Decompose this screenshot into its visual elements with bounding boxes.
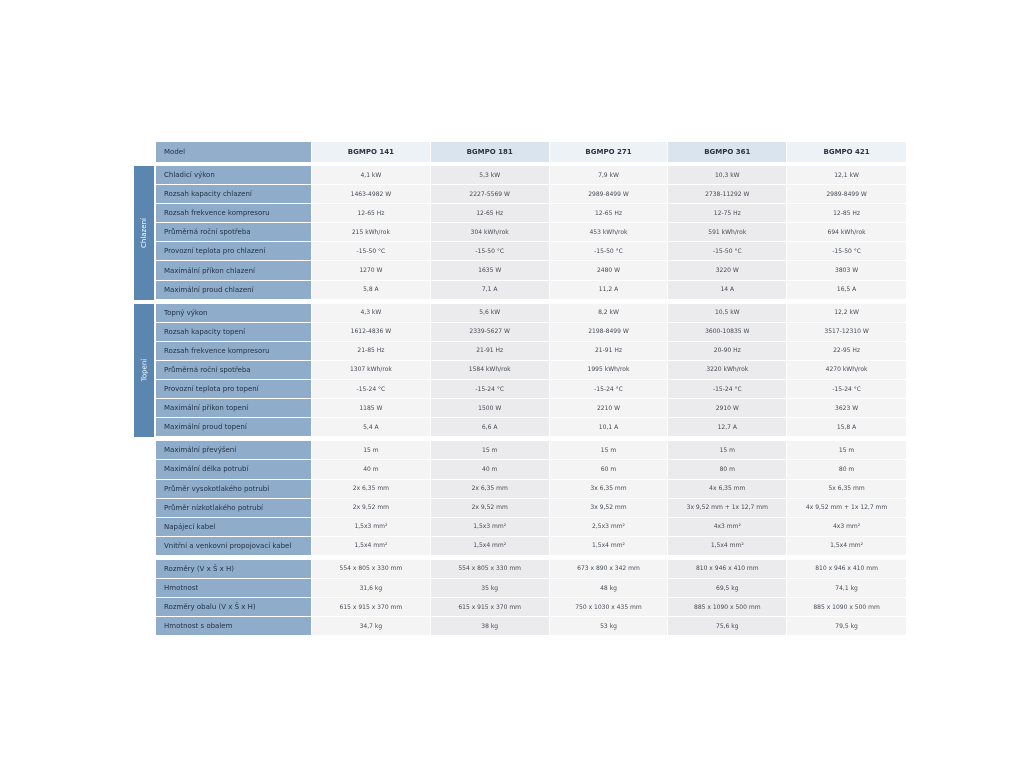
table-cell: 2227-5569 W	[431, 185, 550, 203]
model-name: BGMPO 181	[431, 142, 550, 162]
table-cell: 2198-8499 W	[550, 323, 669, 341]
row-label: Maximální příkon chlazení	[156, 261, 312, 279]
table-cell: 4,1 kW	[312, 166, 431, 184]
table-cell: 40 m	[312, 460, 431, 478]
table-cell: 60 m	[550, 460, 669, 478]
header-group	[134, 142, 908, 164]
table-cell: 80 m	[668, 460, 787, 478]
table-cell: 2x 6,35 mm	[431, 480, 550, 498]
table-cell: 15 m	[550, 441, 669, 459]
row-label: Maximální proud topení	[156, 418, 312, 436]
table-cell: -15-50 °C	[550, 242, 669, 260]
table-row	[156, 560, 908, 579]
table-cell: 12,7 A	[668, 418, 787, 436]
table-row	[156, 617, 908, 636]
row-label: Maximální proud chlazení	[156, 281, 312, 299]
table-cell: 20-90 Hz	[668, 342, 787, 360]
row-label: Maximální délka potrubí	[156, 460, 312, 478]
spec-group	[134, 560, 908, 636]
table-cell: 1,5x4 mm²	[312, 537, 431, 555]
table-cell: 8,2 kW	[550, 304, 669, 322]
table-cell: 4270 kWh/rok	[787, 361, 906, 379]
table-cell: 1,5x4 mm²	[550, 537, 669, 555]
table-cell: 38 kg	[431, 617, 550, 635]
table-cell: 1,5x3 mm²	[312, 518, 431, 536]
table-cell: 3600-10835 W	[668, 323, 787, 341]
table-cell: 885 x 1090 x 500 mm	[668, 598, 787, 616]
table-cell: 615 x 915 x 370 mm	[431, 598, 550, 616]
table-row	[156, 361, 908, 380]
table-cell: -15-24 °C	[668, 380, 787, 398]
table-cell: 2738-11292 W	[668, 185, 787, 203]
table-row	[156, 598, 908, 617]
table-cell: -15-50 °C	[787, 242, 906, 260]
row-label: Hmotnost	[156, 579, 312, 597]
table-cell: 74,1 kg	[787, 579, 906, 597]
table-cell: 750 x 1030 x 435 mm	[550, 598, 669, 616]
table-cell: 5x 6,35 mm	[787, 480, 906, 498]
row-label: Vnitřní a venkovní propojovací kabel	[156, 537, 312, 555]
table-cell: 21-91 Hz	[431, 342, 550, 360]
table-cell: 1,5x4 mm²	[668, 537, 787, 555]
model-name: BGMPO 361	[668, 142, 787, 162]
table-cell: 1463-4982 W	[312, 185, 431, 203]
table-cell: 3x 9,52 mm	[550, 499, 669, 517]
table-cell: 2x 9,52 mm	[312, 499, 431, 517]
table-cell: 12,2 kW	[787, 304, 906, 322]
table-cell: 79,5 kg	[787, 617, 906, 635]
table-cell: 12-65 Hz	[431, 204, 550, 222]
table-cell: 21-91 Hz	[550, 342, 669, 360]
table-cell: 1,5x3 mm²	[431, 518, 550, 536]
table-cell: -15-24 °C	[312, 380, 431, 398]
table-cell: 2x 6,35 mm	[312, 480, 431, 498]
table-row	[156, 261, 908, 280]
table-cell: 12-85 Hz	[787, 204, 906, 222]
table-cell: 22-95 Hz	[787, 342, 906, 360]
table-row	[156, 166, 908, 185]
table-cell: 7,9 kW	[550, 166, 669, 184]
table-cell: 2,5x3 mm²	[550, 518, 669, 536]
table-cell: 15 m	[312, 441, 431, 459]
table-cell: 5,4 A	[312, 418, 431, 436]
row-label: Rozměry (V x Š x H)	[156, 560, 312, 578]
table-cell: 1270 W	[312, 261, 431, 279]
row-label: Maximální převýšení	[156, 441, 312, 459]
table-cell: 48 kg	[550, 579, 669, 597]
table-cell: 12-65 Hz	[550, 204, 669, 222]
table-cell: 10,3 kW	[668, 166, 787, 184]
table-row	[156, 499, 908, 518]
group-title: Topení	[140, 359, 149, 382]
table-cell: 5,6 kW	[431, 304, 550, 322]
row-label: Napájecí kabel	[156, 518, 312, 536]
table-cell: -15-50 °C	[431, 242, 550, 260]
table-cell: 3x 6,35 mm	[550, 480, 669, 498]
table-row	[156, 342, 908, 361]
table-cell: 31,6 kg	[312, 579, 431, 597]
table-cell: 810 x 946 x 410 mm	[668, 560, 787, 578]
table-cell: 615 x 915 x 370 mm	[312, 598, 431, 616]
table-cell: 810 x 946 x 410 mm	[787, 560, 906, 578]
table-cell: 80 m	[787, 460, 906, 478]
table-cell: 35 kg	[431, 579, 550, 597]
table-cell: 1,5x4 mm²	[787, 537, 906, 555]
table-cell: 4x3 mm²	[787, 518, 906, 536]
table-cell: 2339-5627 W	[431, 323, 550, 341]
row-label: Maximální příkon topení	[156, 399, 312, 417]
table-cell: -15-50 °C	[668, 242, 787, 260]
table-cell: 34,7 kg	[312, 617, 431, 635]
row-label: Rozsah frekvence kompresoru	[156, 204, 312, 222]
table-row	[156, 242, 908, 261]
table-cell: 885 x 1090 x 500 mm	[787, 598, 906, 616]
table-row	[156, 185, 908, 204]
model-name: BGMPO 421	[787, 142, 906, 162]
table-cell: 1635 W	[431, 261, 550, 279]
table-cell: 15 m	[787, 441, 906, 459]
table-cell: 1584 kWh/rok	[431, 361, 550, 379]
model-name: BGMPO 271	[550, 142, 669, 162]
table-row	[156, 480, 908, 499]
table-cell: 215 kWh/rok	[312, 223, 431, 241]
table-cell: 2210 W	[550, 399, 669, 417]
table-cell: 1500 W	[431, 399, 550, 417]
row-label: Průměrná roční spotřeba	[156, 361, 312, 379]
group-side-label	[134, 166, 154, 300]
table-row	[156, 579, 908, 598]
spec-group	[134, 441, 908, 556]
table-cell: 1,5x4 mm²	[431, 537, 550, 555]
table-cell: 2910 W	[668, 399, 787, 417]
table-row	[156, 204, 908, 223]
table-row	[156, 281, 908, 300]
table-cell: 1995 kWh/rok	[550, 361, 669, 379]
table-cell: 554 x 805 x 330 mm	[312, 560, 431, 578]
row-label: Průměr vysokotlakého potrubí	[156, 480, 312, 498]
table-cell: 10,5 kW	[668, 304, 787, 322]
table-cell: 694 kWh/rok	[787, 223, 906, 241]
table-cell: 40 m	[431, 460, 550, 478]
table-row	[156, 223, 908, 242]
row-label: Provozní teplota pro topení	[156, 380, 312, 398]
row-label: Rozměry obalu (V x Š x H)	[156, 598, 312, 616]
row-label: Topný výkon	[156, 304, 312, 322]
table-cell: 11,2 A	[550, 281, 669, 299]
table-cell: 1612-4836 W	[312, 323, 431, 341]
table-cell: 3x 9,52 mm + 1x 12,7 mm	[668, 499, 787, 517]
table-cell: 5,8 A	[312, 281, 431, 299]
table-cell: 10,1 A	[550, 418, 669, 436]
table-cell: 7,1 A	[431, 281, 550, 299]
table-cell: 3220 kWh/rok	[668, 361, 787, 379]
table-row	[156, 380, 908, 399]
table-cell: 15 m	[668, 441, 787, 459]
header-row	[156, 142, 908, 164]
group-side-label	[134, 304, 154, 438]
table-cell: 4x 9,52 mm + 1x 12,7 mm	[787, 499, 906, 517]
table-cell: 2989-8499 W	[787, 185, 906, 203]
table-cell: 5,3 kW	[431, 166, 550, 184]
row-label: Rozsah kapacity topení	[156, 323, 312, 341]
table-cell: 1307 kWh/rok	[312, 361, 431, 379]
table-cell: 2989-8499 W	[550, 185, 669, 203]
row-label: Provozní teplota pro chlazení	[156, 242, 312, 260]
table-cell: 1185 W	[312, 399, 431, 417]
header-model-label: Model	[156, 142, 312, 162]
table-cell: 3220 W	[668, 261, 787, 279]
table-row	[156, 460, 908, 479]
table-cell: 4,3 kW	[312, 304, 431, 322]
model-name: BGMPO 141	[312, 142, 431, 162]
table-cell: 53 kg	[550, 617, 669, 635]
spec-table	[134, 142, 908, 636]
spec-group	[134, 304, 908, 438]
table-row	[156, 399, 908, 418]
group-title: Chlazení	[140, 217, 149, 248]
row-label: Průměrná roční spotřeba	[156, 223, 312, 241]
table-cell: 16,5 A	[787, 281, 906, 299]
table-cell: 4x 6,35 mm	[668, 480, 787, 498]
table-cell: 15 m	[431, 441, 550, 459]
table-cell: 2x 9,52 mm	[431, 499, 550, 517]
row-label: Hmotnost s obalem	[156, 617, 312, 635]
table-cell: -15-50 °C	[312, 242, 431, 260]
table-cell: 12-75 Hz	[668, 204, 787, 222]
table-row	[156, 441, 908, 460]
table-cell: 15,8 A	[787, 418, 906, 436]
table-cell: -15-24 °C	[550, 380, 669, 398]
row-label: Rozsah frekvence kompresoru	[156, 342, 312, 360]
table-cell: 3623 W	[787, 399, 906, 417]
row-label: Průměr nízkotlakého potrubí	[156, 499, 312, 517]
table-cell: 453 kWh/rok	[550, 223, 669, 241]
table-cell: 554 x 805 x 330 mm	[431, 560, 550, 578]
table-row	[156, 323, 908, 342]
table-row	[156, 418, 908, 437]
table-cell: 4x3 mm²	[668, 518, 787, 536]
table-cell: 21-85 Hz	[312, 342, 431, 360]
spec-group	[134, 166, 908, 300]
table-cell: -15-24 °C	[431, 380, 550, 398]
table-cell: 12-65 Hz	[312, 204, 431, 222]
table-row	[156, 537, 908, 556]
table-cell: 6,6 A	[431, 418, 550, 436]
table-cell: 3517-12310 W	[787, 323, 906, 341]
table-cell: -15-24 °C	[787, 380, 906, 398]
table-cell: 3803 W	[787, 261, 906, 279]
table-cell: 2480 W	[550, 261, 669, 279]
table-row	[156, 518, 908, 537]
row-label: Chladicí výkon	[156, 166, 312, 184]
table-cell: 673 x 890 x 342 mm	[550, 560, 669, 578]
table-cell: 14 A	[668, 281, 787, 299]
table-cell: 591 kWh/rok	[668, 223, 787, 241]
table-row	[156, 304, 908, 323]
row-label: Rozsah kapacity chlazení	[156, 185, 312, 203]
table-cell: 69,5 kg	[668, 579, 787, 597]
table-cell: 75,6 kg	[668, 617, 787, 635]
table-cell: 304 kWh/rok	[431, 223, 550, 241]
table-cell: 12,1 kW	[787, 166, 906, 184]
